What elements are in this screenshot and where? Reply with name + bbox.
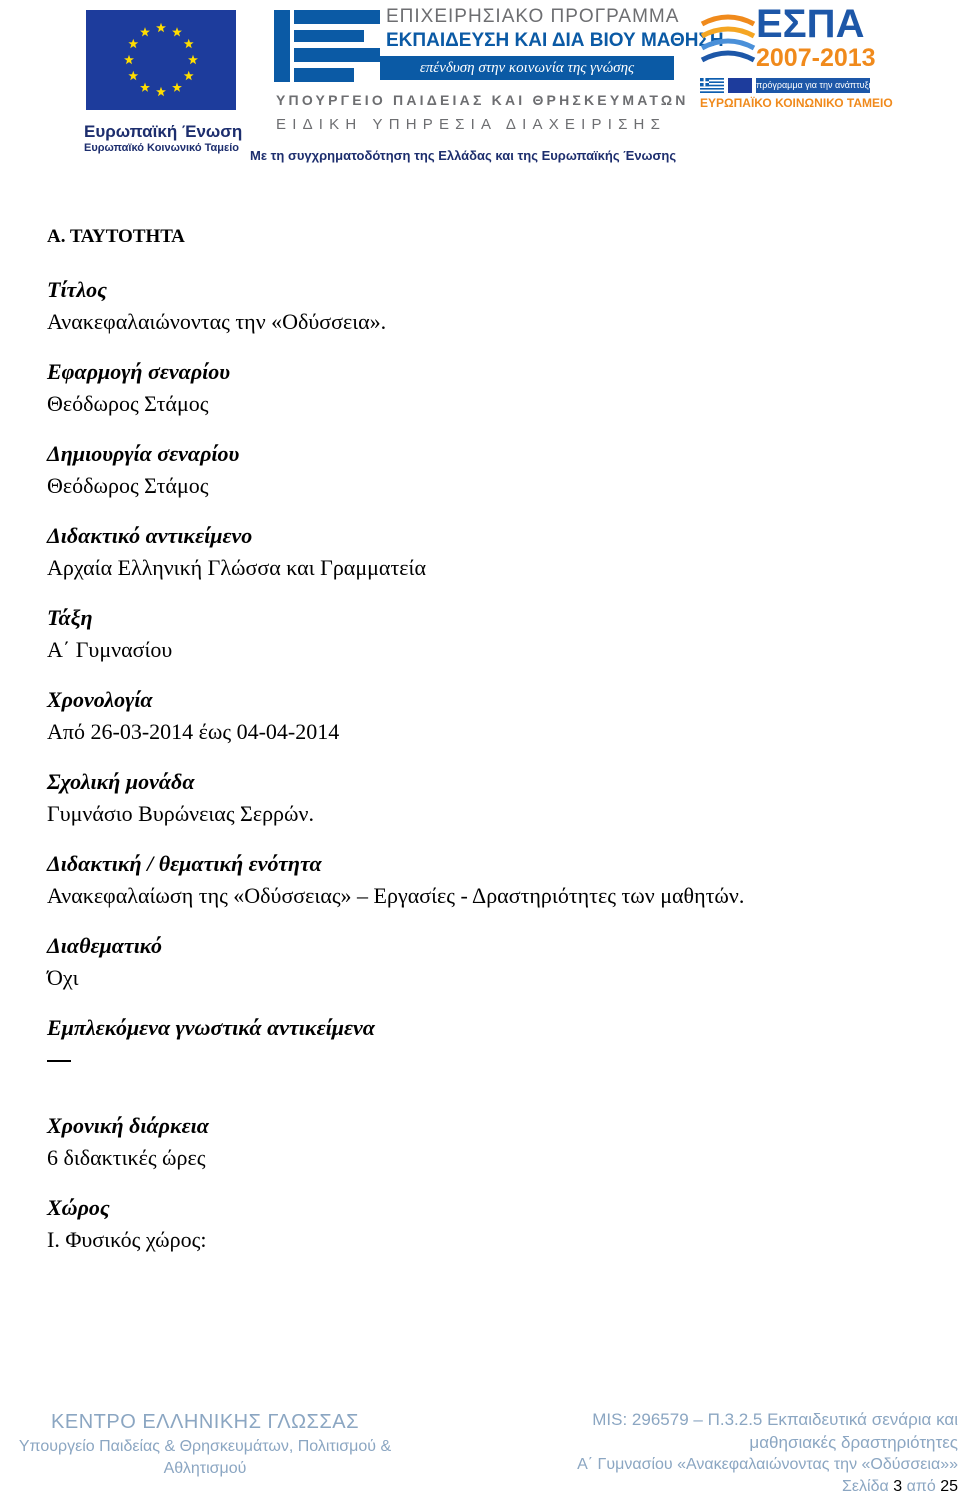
identity-field [47, 274, 927, 338]
section-title: Α. ΤΑΥΤΟΤΗΤΑ [47, 226, 185, 247]
field-label: Χρονική διάρκεια [47, 1113, 209, 1138]
field-value: Από 26-03-2014 έως 04-04-2014 [47, 719, 340, 744]
identity-field [47, 602, 927, 666]
footer-mis-line2: μαθησιακές δραστηριότητες [749, 1433, 958, 1452]
field-label: Χρονολογία [47, 687, 153, 712]
program-name-line1: ΕΠΙΧΕΙΡΗΣΙΑΚΟ ΠΡΟΓΡΑΜΜΑ [386, 6, 680, 27]
page-word: Σελίδα [842, 1478, 889, 1495]
field-value: Α΄ Γυμνασίου [47, 637, 173, 662]
identity-field [47, 684, 927, 748]
cofunding-note: Με τη συγχρηματοδότηση της Ελλάδας και της Ευρωπαϊκής Ένωσης [250, 148, 677, 163]
field-label: Χώρος [47, 1195, 110, 1220]
footer-right [518, 1408, 958, 1498]
field-label: Εφαρμογή σεναρίου [47, 359, 231, 384]
eu-subtitle: Ευρωπαϊκό Κοινωνικό Ταμείο [84, 142, 239, 154]
page-current: 3 [893, 1478, 903, 1495]
field-label: Σχολική μονάδα [47, 769, 195, 794]
footer-org: ΚΕΝΤΡΟ ΕΛΛΗΝΙΚΗΣ ΓΛΩΣΣΑΣ [51, 1411, 359, 1433]
managing-authority: ΕΙΔΙΚΗ ΥΠΗΡΕΣΙΑ ΔΙΑΧΕΙΡΙΣΗΣ [276, 116, 667, 133]
field-label: Διδακτική / θεματική ενότητα [47, 851, 322, 876]
identity-field [47, 438, 927, 502]
identity-field [47, 766, 927, 830]
field-label: Εμπλεκόμενα γνωστικά αντικείμενα [47, 1015, 375, 1040]
header-banner [0, 0, 960, 180]
espa-waves-icon [700, 10, 756, 74]
field-label: Διδακτικό αντικείμενο [47, 523, 253, 548]
identity-fields [47, 274, 927, 1256]
identity-field [47, 520, 927, 584]
field-value: Ανακεφαλαίωση της «Οδύσσειας» – Εργασίες - Δραστηριότητες των μαθητών. [47, 883, 745, 908]
empty-value-dash [47, 1060, 71, 1062]
greek-flag-icon [700, 78, 724, 93]
footer-ministry-line2: Αθλητισμού [163, 1460, 247, 1477]
footer-scenario: Α΄ Γυμνασίου «Ανακεφαλαιώνοντας την «Οδύσσεια»» [577, 1456, 958, 1473]
program-name-line2: ΕΚΠΑΙΔΕΥΣΗ ΚΑΙ ΔΙΑ ΒΙΟΥ ΜΑΘΗΣΗ [386, 30, 724, 51]
eu-mini-flag-icon [728, 78, 752, 93]
espa-program: πρόγραμμα για την ανάπτυξη [756, 78, 870, 93]
program-logo-icon [274, 10, 380, 82]
footer-mis-line1: MIS: 296579 – Π.3.2.5 Εκπαιδευτικά σενάρια και [592, 1410, 958, 1429]
page-number [518, 1476, 958, 1498]
field-value: Γυμνάσιο Βυρώνειας Σερρών. [47, 801, 314, 826]
footer-left [0, 1408, 410, 1480]
espa-years: 2007-2013 [756, 44, 876, 72]
field-value: Ι. Φυσικός χώρος: [47, 1227, 207, 1252]
identity-field [47, 356, 927, 420]
field-value: Όχι [47, 965, 79, 990]
document-body [47, 222, 927, 1274]
field-value: Θεόδωρος Στάμος [47, 391, 209, 416]
identity-field [47, 930, 927, 994]
page-of: από [906, 1478, 936, 1495]
identity-field [47, 1012, 927, 1092]
identity-field [47, 1110, 927, 1174]
field-value: Ανακεφαλαιώνοντας την «Οδύσσεια». [47, 309, 387, 334]
identity-field [47, 848, 927, 912]
eu-title: Ευρωπαϊκή Ένωση [84, 122, 243, 141]
ministry-name: ΥΠΟΥΡΓΕΙΟ ΠΑΙΔΕΙΑΣ ΚΑΙ ΘΡΗΣΚΕΥΜΑΤΩΝ [276, 92, 689, 108]
espa-title: ΕΣΠΑ [756, 2, 865, 46]
program-slogan: επένδυση στην κοινωνία της γνώσης [380, 56, 674, 80]
field-value: Αρχαία Ελληνική Γλώσσα και Γραμματεία [47, 555, 426, 580]
field-label: Δημιουργία σεναρίου [47, 441, 240, 466]
footer-ministry-line1: Υπουργείο Παιδείας & Θρησκευμάτων, Πολιτισμού & [18, 1438, 392, 1455]
page-total: 25 [940, 1478, 958, 1495]
field-label: Τίτλος [47, 277, 107, 302]
field-value: Θεόδωρος Στάμος [47, 473, 209, 498]
field-value [47, 1060, 927, 1092]
identity-field [47, 1192, 927, 1256]
espa-fund: ΕΥΡΩΠΑΪΚΟ ΚΟΙΝΩΝΙΚΟ ΤΑΜΕΙΟ [700, 96, 893, 110]
field-label: Διαθεματικό [47, 933, 163, 958]
field-value: 6 διδακτικές ώρες [47, 1145, 206, 1170]
eu-flag-icon [86, 10, 236, 110]
field-label: Τάξη [47, 605, 93, 630]
